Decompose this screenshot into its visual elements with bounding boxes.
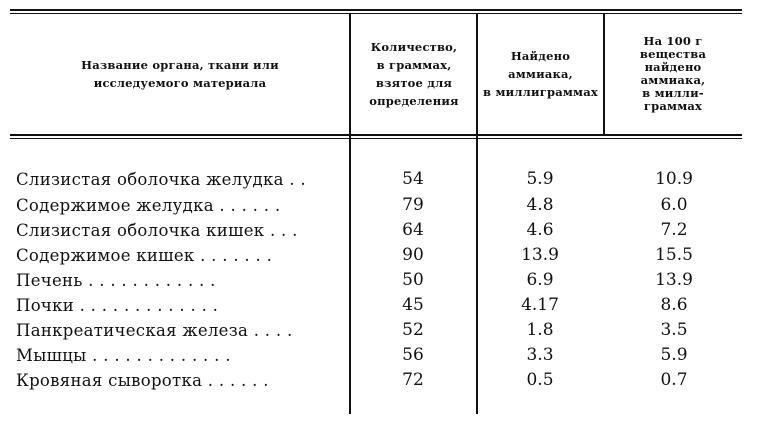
top-rule-thin xyxy=(10,13,742,14)
amount-value: 52 xyxy=(402,320,424,340)
per100-value: 13.9 xyxy=(655,270,693,290)
table-row xyxy=(0,167,760,192)
table-row xyxy=(0,218,760,243)
header-amount: Количество, в граммах, взятое для определения xyxy=(369,40,459,108)
table-row xyxy=(0,268,760,293)
header-rule-2 xyxy=(10,138,742,139)
organ-name: Содержимое кишек . . . . . . . xyxy=(16,246,273,265)
top-rule xyxy=(10,9,742,11)
per100-value: 10.9 xyxy=(655,169,693,189)
found-value: 4.17 xyxy=(521,295,559,315)
amount-value: 45 xyxy=(402,295,424,315)
per100-value: 3.5 xyxy=(660,320,688,340)
organ-name: Панкреатическая железа . . . . xyxy=(16,321,293,340)
found-value: 5.9 xyxy=(526,169,554,189)
found-value: 13.9 xyxy=(521,245,559,265)
found-value: 0.5 xyxy=(526,370,554,390)
amount-value: 54 xyxy=(402,169,424,189)
per100-value: 7.2 xyxy=(660,220,688,240)
per100-value: 6.0 xyxy=(660,195,688,215)
header-rule xyxy=(10,134,742,136)
header-organ: Название органа, ткани или исследуемого материала xyxy=(81,58,279,90)
amount-value: 64 xyxy=(402,220,424,240)
amount-value: 79 xyxy=(402,195,424,215)
amount-value: 72 xyxy=(402,370,424,390)
organ-name: Почки . . . . . . . . . . . . . xyxy=(16,296,219,315)
table-row xyxy=(0,318,760,343)
amount-value: 90 xyxy=(402,245,424,265)
per100-value: 5.9 xyxy=(660,345,688,365)
found-value: 4.8 xyxy=(526,195,554,215)
header-per100: На 100 г вещества найдено аммиака, в милли- граммах xyxy=(639,34,707,113)
per100-value: 15.5 xyxy=(655,245,693,265)
amount-value: 50 xyxy=(402,270,424,290)
table-row xyxy=(0,293,760,318)
header-found: Найдено аммиака, в миллиграммах xyxy=(483,49,598,99)
per100-value: 8.6 xyxy=(660,295,688,315)
organ-name: Кровяная сыворотка . . . . . . xyxy=(16,371,269,390)
found-value: 6.9 xyxy=(526,270,554,290)
table-row xyxy=(0,343,760,368)
organ-name: Слизистая оболочка желудка . . xyxy=(16,170,306,189)
found-value: 1.8 xyxy=(526,320,554,340)
column-divider-3 xyxy=(603,14,605,134)
amount-value: 56 xyxy=(402,345,424,365)
organ-name: Слизистая оболочка кишек . . . xyxy=(16,221,298,240)
table-row xyxy=(0,368,760,393)
organ-name: Печень . . . . . . . . . . . . xyxy=(16,271,216,290)
per100-value: 0.7 xyxy=(660,370,688,390)
found-value: 4.6 xyxy=(526,220,554,240)
found-value: 3.3 xyxy=(526,345,554,365)
organ-name: Мышцы . . . . . . . . . . . . . xyxy=(16,346,231,365)
table-row xyxy=(0,243,760,268)
table-row xyxy=(0,193,760,218)
organ-name: Содержимое желудка . . . . . . xyxy=(16,196,281,215)
